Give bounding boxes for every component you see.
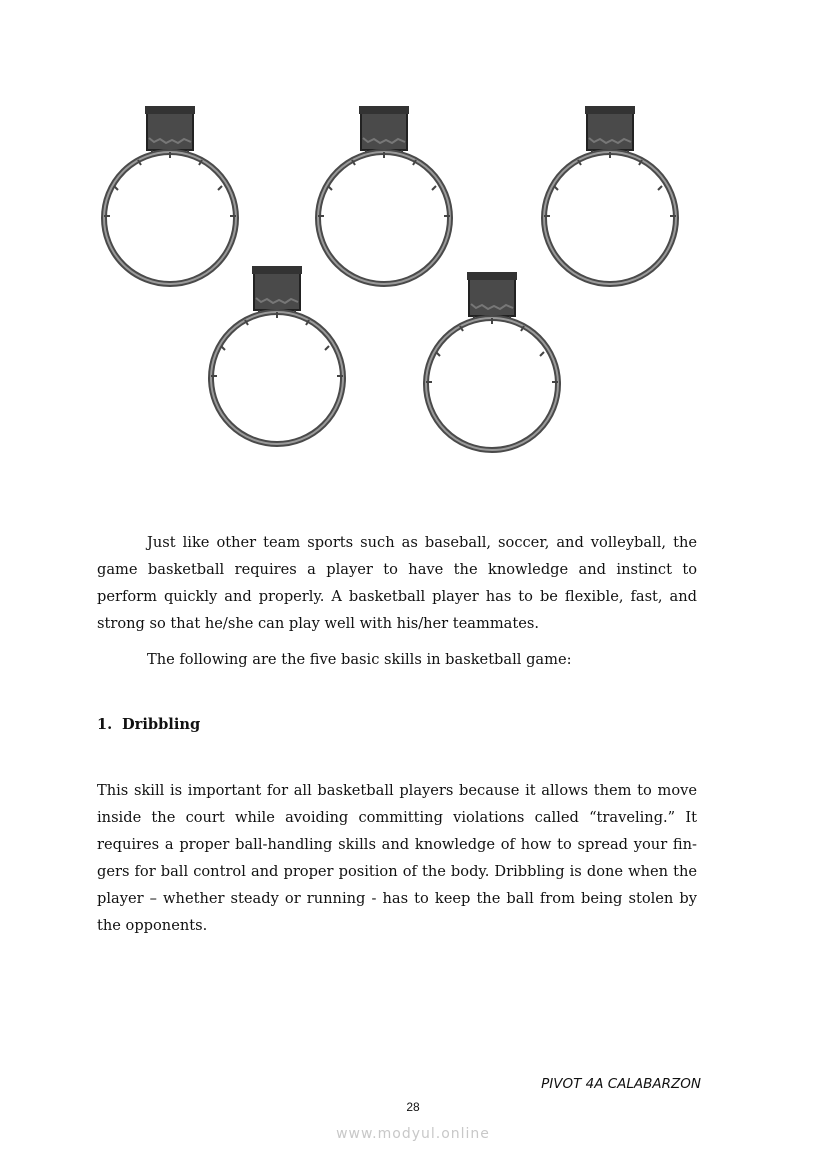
list-intro: The following are the five basic skills in basketball game:: [147, 651, 572, 668]
footer-label: PIVOT 4A CALABARZON: [541, 1076, 701, 1092]
basketball-hoop-icon: [203, 266, 353, 456]
basketball-hoops-illustration: [0, 0, 826, 470]
basketball-hoop-icon: [418, 272, 568, 462]
watermark: www.modyul.online: [336, 1126, 490, 1142]
basketball-hoop-icon: [536, 106, 686, 296]
section-body: This skill is important for all basketball players because it allows them to move inside the court while avoiding committing violations called “traveling.” It requires a proper ball-handling skills and knowledge of how to spread your fin-gers for ball control and proper position of the body. Dribbling is done when the player – whether steady or running - has to keep the ball from being stolen by the opponents.: [97, 782, 697, 934]
section-title: Dribbling: [122, 716, 201, 733]
page-number: 28: [406, 1100, 420, 1114]
section-number: 1.: [97, 716, 113, 733]
section-heading: [97, 716, 200, 733]
intro-paragraph: Just like other team sports such as baseball, soccer, and volleyball, the game basketball requires a player to have the knowledge and instinct to perform quickly and properly. A basketball player has to be flexible, fast, and strong so that he/she can play well with his/her teammates.: [97, 534, 697, 632]
